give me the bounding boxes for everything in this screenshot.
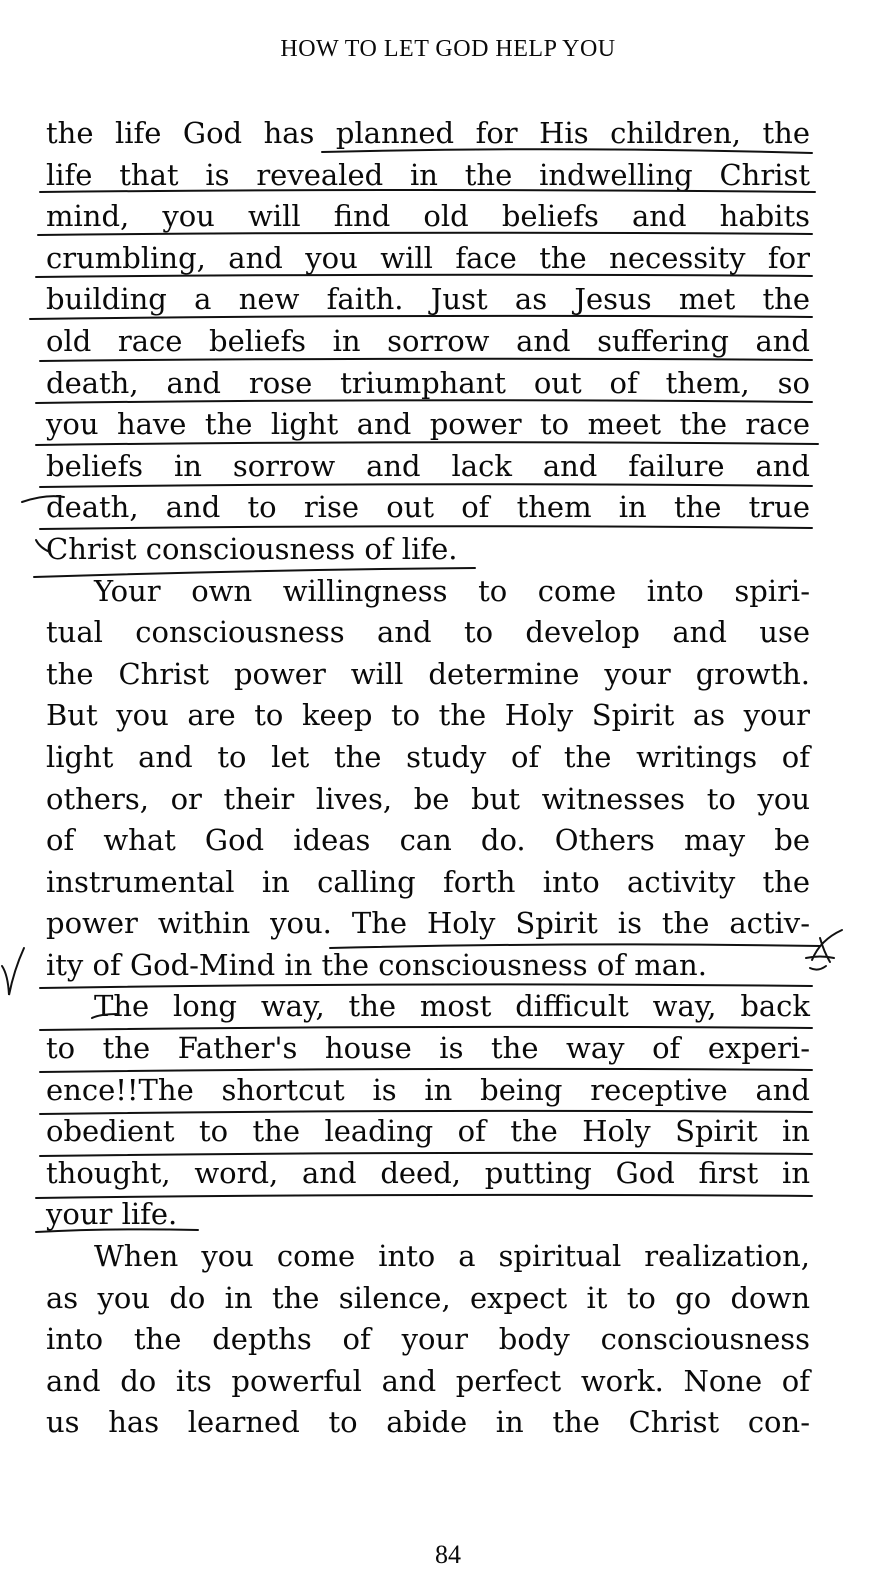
text-line: death, and to rise out of them in the true [46,490,810,525]
text-line: instrumental in calling forth into activity the [46,864,810,899]
text-line: thought, word, and deed, putting God first in [46,1155,810,1190]
text-line: of what God ideas can do. Others may be [46,823,810,858]
text-line: But you are to keep to the Holy Spirit as your [46,698,810,733]
text-line: death, and rose triumphant out of them, so [46,365,810,400]
text-line: the life God has planned for His children, the [46,116,810,150]
margin-check-mark [806,930,842,962]
text-line: into the depths of your body consciousness [46,1322,810,1357]
running-head: HOW TO LET GOD HELP YOU [280,36,616,62]
text-line: old race beliefs in sorrow and suffering and [46,323,810,358]
text-line: crumbling, and you will face the necessity for [46,240,810,275]
text-line: others, or their lives, be but witnesses to you [46,781,810,816]
margin-check-mark [2,948,24,995]
text-line: ence!!The shortcut is in being receptive and [46,1072,810,1107]
page-number: 84 [435,1540,461,1569]
text-line: life that is revealed in the indwelling Christ [46,157,810,192]
text-line: The long way, the most difficult way, back [94,989,810,1024]
text-line: power within you. The Holy Spirit is the activ- [46,906,810,941]
text-line: your life. [46,1197,178,1232]
text-line: as you do in the silence, expect it to go down [46,1280,810,1315]
text-line: to the Father's house is the way of experi- [46,1031,810,1066]
text-line: beliefs in sorrow and lack and failure and [46,448,810,483]
text-line: obedient to the leading of the Holy Spirit in [46,1114,810,1149]
text-line: and do its powerful and perfect work. None of [46,1363,810,1398]
margin-check-mark [810,966,826,970]
text-line: Your own willingness to come into spiri- [94,573,810,608]
text-line: us has learned to abide in the Christ con- [46,1405,810,1440]
text-line: Christ consciousness of life. [46,531,458,566]
text-line: you have the light and power to meet the race [46,407,810,442]
text-line: the Christ power will determine your growth. [46,656,810,691]
text-line: mind, you will find old beliefs and habits [46,199,810,234]
text-line: tual consciousness and to develop and use [46,615,810,650]
text-line: ity of God-Mind in the consciousness of man. [46,947,707,982]
text-line: When you come into a spiritual realization, [94,1239,810,1274]
body-text [46,113,810,1444]
text-line: light and to let the study of the writings of [46,739,810,774]
text-line: building a new faith. Just as Jesus met the [46,282,810,317]
